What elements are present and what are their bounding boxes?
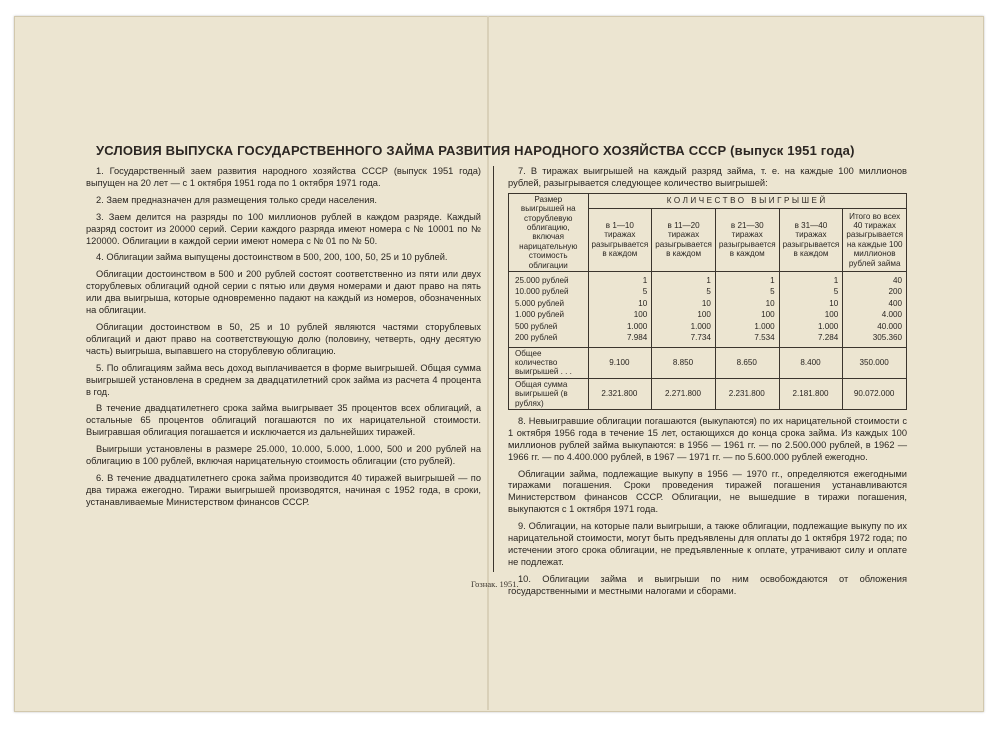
prize-table-block bbox=[508, 193, 907, 410]
column-header-draws-1-10: в 1—10 тиражах разыгрывается в каждом bbox=[588, 208, 652, 271]
condition-4-detail-b: Облигации достоинством в 50, 25 и 10 рублей являются частями сторублевых облигаций и дают право на соответствующую долю (половину, четверть, одну десятую часть) выигрыша, выпавшего на сторублевую облигацию. bbox=[86, 321, 481, 356]
table-cell: 1 bbox=[652, 272, 716, 287]
condition-4: 4. Облигации займа выпущены достоинством в 500, 200, 100, 50, 25 и 10 рублей. bbox=[96, 252, 448, 263]
column-header-draws-21-30: в 21—30 тиражах разыгрывается в каждом bbox=[715, 208, 779, 271]
table-cell: 9.100 bbox=[588, 347, 652, 378]
table-cell: 1.000 bbox=[652, 321, 716, 332]
table-cell: 5 bbox=[588, 286, 652, 297]
condition-5-detail-a: В течение двадцатилетнего срока займа выигрывает 35 процентов всех облигаций, а остальные 65 процентов облигаций погашаются по их нарицательной стоимости. Выигравшая облигация погашается и исключается из дальнейших тиражей. bbox=[86, 403, 481, 438]
right-column bbox=[508, 166, 907, 603]
column-header-draws-11-20: в 11—20 тиражах разыгрывается в каждом bbox=[652, 208, 716, 271]
table-cell: 1 bbox=[779, 272, 843, 287]
table-cell: 10 bbox=[652, 298, 716, 309]
document-title: УСЛОВИЯ ВЫПУСКА ГОСУДАРСТВЕННОГО ЗАЙМА РАЗВИТИЯ НАРОДНОГО ХОЗЯЙСТВА СССР (выпуск 1951 года) bbox=[96, 143, 855, 158]
table-row bbox=[509, 298, 907, 309]
condition-8-detail: Облигации займа, подлежащие выкупу в 1956 — 1970 гг., определяются ежегодными тиражами погашения. Сроки проведения тиражей погашения устанавливаются Министерством финансов СССР. Облигации, не вышедшие в тиражи погашения, выкупаются с 1 октября 1971 года. bbox=[508, 468, 907, 515]
table-cell: 1 bbox=[715, 272, 779, 287]
table-row bbox=[509, 309, 907, 320]
table-cell: 5 bbox=[779, 286, 843, 297]
table-cell: 7.284 bbox=[779, 332, 843, 347]
table-cell-total: 400 bbox=[843, 298, 907, 309]
condition-3: 3. Заем делится на разряды по 100 миллионов рублей в каждом разряде. Каждый разряд состоит из 20000 серий. Серии каждого разряда имеют номера с № 10001 по № 120000. Облигации в каждой серии имеют номера с № 01 по № 50. bbox=[86, 211, 481, 246]
table-cell: 5 bbox=[715, 286, 779, 297]
condition-5-detail-b: Выигрыши установлены в размере 25.000, 10.000, 5.000, 1.000, 500 и 200 рублей на облигацию в 100 рублей, включая нарицательную стоимость облигации (сто рублей). bbox=[86, 444, 481, 467]
table-cell-total: 305.360 bbox=[843, 332, 907, 347]
total-count-label: Общее количество выигрышей . . . bbox=[509, 347, 589, 378]
table-row bbox=[509, 272, 907, 287]
table-cell: 8.650 bbox=[715, 347, 779, 378]
table-cell-total: 90.072.000 bbox=[843, 378, 907, 409]
condition-2: 2. Заем предназначен для размещения только среди населения. bbox=[96, 194, 377, 205]
condition-5: 5. По облигациям займа весь доход выплачивается в форме выигрышей. Общая сумма выигрышей установлена в среднем за двадцатилетний срок займа из расчета 4 процента в год. bbox=[86, 362, 481, 397]
table-row bbox=[509, 332, 907, 347]
prize-quantity-header: КОЛИЧЕСТВО ВЫИГРЫШЕЙ bbox=[588, 193, 906, 208]
condition-7: 7. В тиражах выигрышей на каждый разряд займа, т. е. на каждые 100 миллионов рублей, разыгрывается следующее количество выигрышей: bbox=[508, 166, 907, 188]
table-row bbox=[509, 286, 907, 297]
table-cell-total: 40 bbox=[843, 272, 907, 287]
table-cell: 100 bbox=[715, 309, 779, 320]
table-cell: 8.850 bbox=[652, 347, 716, 378]
table-cell: 10 bbox=[715, 298, 779, 309]
table-cell: 1.000 bbox=[588, 321, 652, 332]
table-cell-total: 350.000 bbox=[843, 347, 907, 378]
column-divider bbox=[493, 166, 494, 572]
table-cell: 7.984 bbox=[588, 332, 652, 347]
table-cell: 8.400 bbox=[779, 347, 843, 378]
center-fold bbox=[487, 16, 489, 710]
prize-amount: 5.000 рублей bbox=[509, 298, 589, 309]
prize-amount: 200 рублей bbox=[509, 332, 589, 347]
condition-8: 8. Невыигравшие облигации погашаются (выкупаются) по их нарицательной стоимости с 1 октября 1956 года в течение 15 лет, остающихся до конца срока займа. Из каждых 100 миллионов рублей займа выкупаются: в 1956 — 1961 гг. — по 2.500.000 рублей, в 1962 — 1966 гг. — по 4.400.000 рублей, в 1967 — 1971 гг. — по 5.600.000 рублей ежегодно. bbox=[508, 415, 907, 462]
left-column bbox=[86, 166, 481, 514]
prize-size-header: Размер выигрышей на сторублевую облигацию, включая нарицательную стоимость облигации bbox=[509, 193, 589, 271]
total-count-row bbox=[509, 347, 907, 378]
table-cell-total: 200 bbox=[843, 286, 907, 297]
table-cell: 2.321.800 bbox=[588, 378, 652, 409]
condition-1: 1. Государственный заем развития народного хозяйства СССР (выпуск 1951 года) выпущен на 20 лет — с 1 октября 1951 года по 1 октября 1971 года. bbox=[86, 166, 481, 188]
prize-amount: 1.000 рублей bbox=[509, 309, 589, 320]
table-cell: 1.000 bbox=[715, 321, 779, 332]
table-cell: 1.000 bbox=[779, 321, 843, 332]
table-cell: 2.271.800 bbox=[652, 378, 716, 409]
prize-amount: 25.000 рублей bbox=[509, 272, 589, 287]
column-header-total: Итого во всех 40 тиражах разыгрывается на каждые 100 миллионов рублей займа bbox=[843, 208, 907, 271]
printer-mark: Гознак. 1951. bbox=[471, 579, 519, 589]
condition-9: 9. Облигации, на которые пали выигрыши, а также облигации, подлежащие выкупу по их нарицательной стоимости, могут быть предъявлены для оплаты до 1 октября 1972 года; по истечении этого срока облигации, не предъявленные к оплате, утрачивают силу и оплате не подлежат. bbox=[508, 521, 907, 567]
total-sum-row bbox=[509, 378, 907, 409]
table-cell-total: 40.000 bbox=[843, 321, 907, 332]
table-cell: 100 bbox=[588, 309, 652, 320]
table-cell: 5 bbox=[652, 286, 716, 297]
condition-10: 10. Облигации займа и выигрыши по ним освобождаются от обложения государственными и местными налогами и сборами. bbox=[508, 573, 907, 596]
prize-amount: 500 рублей bbox=[509, 321, 589, 332]
table-cell: 100 bbox=[652, 309, 716, 320]
table-cell: 10 bbox=[779, 298, 843, 309]
table-cell: 7.534 bbox=[715, 332, 779, 347]
table-cell: 2.181.800 bbox=[779, 378, 843, 409]
prize-amount: 10.000 рублей bbox=[509, 286, 589, 297]
table-cell: 2.231.800 bbox=[715, 378, 779, 409]
table-cell-total: 4.000 bbox=[843, 309, 907, 320]
condition-6: 6. В течение двадцатилетнего срока займа производится 40 тиражей выигрышей — по два тиража ежегодно. Тиражи выигрышей производятся, начиная с 1952 года, в сроки, устанавливаемые Министерством финансов СССР. bbox=[86, 472, 481, 507]
table-cell: 100 bbox=[779, 309, 843, 320]
table-cell: 1 bbox=[588, 272, 652, 287]
prize-table bbox=[508, 193, 907, 410]
column-header-draws-31-40: в 31—40 тиражах разыгрывается в каждом bbox=[779, 208, 843, 271]
condition-4-detail-a: Облигации достоинством в 500 и 200 рублей состоят соответственно из пяти или двух сторублевых облигаций одной серии с пятью или двумя номерами и дают право на пять или два выигрыша, которые одновременно падают на каждый из номеров, обозначенных на облигации. bbox=[86, 269, 481, 316]
total-sum-label: Общая сумма выигрышей (в рублях) bbox=[509, 378, 589, 409]
table-row bbox=[509, 321, 907, 332]
table-cell: 10 bbox=[588, 298, 652, 309]
table-cell: 7.734 bbox=[652, 332, 716, 347]
